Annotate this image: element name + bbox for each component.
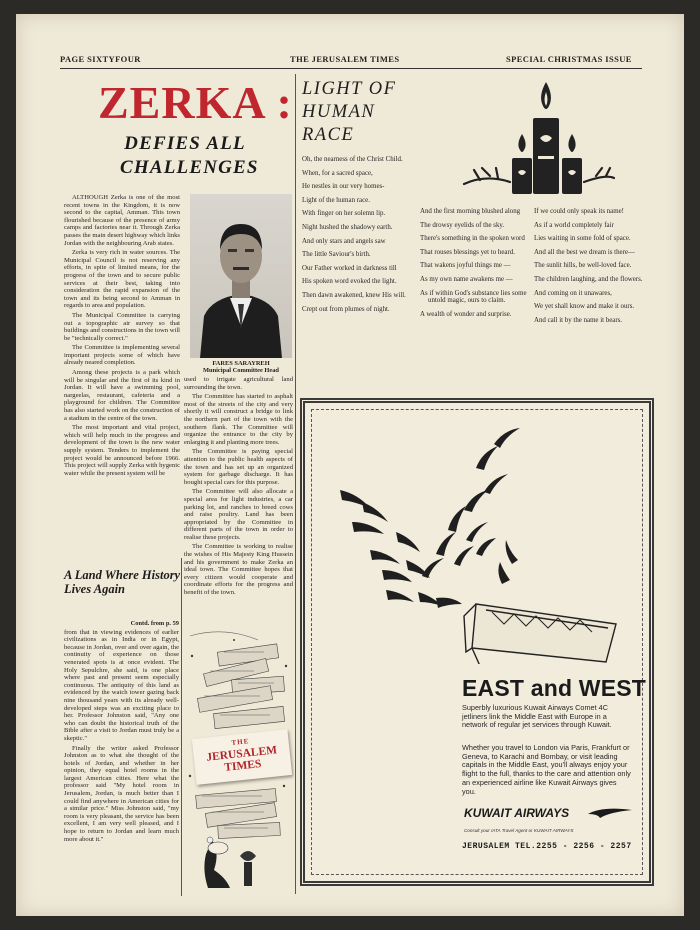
- history-article: Contd. from p. 59 from that in viewing evidences of earlier civilizations as in India or in Egypt, because in Jordan, over and over again, the continuity of experience on those venerated spots is at once evident. The Holy Sepulchre, she said, is one place where past and present seem especially continuous. The antiquity of this land as evidenced by the watch tower gazing back nine thousand years with its already well-developed steps was an exciting place to her. Professor Johnston said, "Any one who can doubt the historical truth of the Bible after a visit to Jordan must truly be a skeptic." Finally the writer asked Professor Johnston as to what she thought of the hotels of Jordan, and whether in her opinion, they equal hotel rooms in the largest American cities. Here what the professor said "My hotel room in Jerusalem, Jordan, is much better than I could find anywhere in American cities for a similar price." Miss Johnston said, "my room is very pleasant, the service has been excellent, I am very well pleased, and I hope to return to Jordan and learn much more about it.": [64, 620, 179, 843]
- poem-column-1: Oh, the nearness of the Christ Child. When, for a sacred space, He nestles in our very homes- Light of the human race. With finger on her solemn lip. Night hushed the shadowy earth. And only stars and angels saw The little Saviour's birth. Our Father worked in darkness till His spoken word evoked the light. Then dawn awakened, knew His will. Crept out from plumes of night.: [302, 156, 406, 313]
- zerka-column-2: used to irrigate agricultural land surrounding the town. The Committee has started to asphalt most of the streets of the city and very shortly it will construct a bridge to link the northern part of the town with the southern flank. The Committee will organize the entrance to the city by enlarging it and planting more trees. The Committee is paying special attention to the public health aspects of the town and has set up an organized system for garbage discharge. It has bought special cars for this purpose. The Committee will also allocate a special area for light industries, a car parking lot, and ranches to breed cows and raise poultry. Land has been appropriated by the Committee in different parts of the town in order to realise these projects. The Committee is working to realise the wishes of His Majesty King Hussein and his government to make Zerka an ideal town. The Committee hopes that every citizen would cooperate and coordinate efforts for the progress and benefit of the town.: [184, 376, 293, 597]
- poem-title: LIGHT OF HUMAN RACE: [302, 79, 397, 145]
- advert-headline: EAST and WEST: [462, 675, 647, 701]
- column-divider: [181, 558, 182, 896]
- jerusalem-times-paper: THE JERUSALEM TIMES: [192, 729, 292, 785]
- page-number: PAGE SIXTYFOUR: [60, 54, 141, 64]
- poem-column-3: If we could only speak its name! As if a world completely fair Lies waiting in some fold of space. And all the best we dream is there— The sunlit hills, be well-loved face. The children laughing, and the flowers. And coming on it unawares, We yet shall know and make it ours. And call it by the name it bears.: [534, 208, 643, 324]
- advert-consult-line: Consult your IATA Travel Agent or KUWAIT AIRWAYS: [464, 828, 574, 833]
- header-rule: [60, 68, 642, 69]
- zerka-column-1: ALTHOUGH Zerka is one of the most recent towns in the Kingdom, it is now second to the capital, Amman. This town flourished because of the presence of army camps and factories near it. Through Zerka passes the main desert highway which links Jordan with the neighbouring Arab states. Zerka is very rich in water sources. The Municipal Council is not reserving any efforts, in spite of limited means, for the progress of the town and to secure public services at their best, taking into consideration the rapid expansion of the town and its being second to Amman in regards to area and population. The Municipal Committee is carrying out a topographic air survey so that buildings and constructions in the town will be "technically correct." The Committee is implementing several important projects some of which have already neared completion. Among these projects is a park which will be singular and the first of its kind in Jordan. It will have a swimming pool, nargeelas, restaurant, cafeteria and a playground for children. The Committee has also started work on the construction of a stadium in the centre of the town. The most important and vital project, which will help much in the progress and development of the town is the new water supply system. Tenders to implement the project would be announced before 1966. This project will supply Zerka with hygenic water while the present system will be: [64, 194, 180, 477]
- history-headline: A Land Where History Lives Again: [64, 568, 181, 596]
- photo-caption: FARES SARAYREH Municipal Committee Head: [203, 360, 279, 375]
- advert-telephone: JERUSALEM TEL.2255 - 2256 - 2257: [462, 842, 632, 851]
- portrait-photo: [190, 194, 292, 358]
- candles-illustration: [446, 78, 616, 194]
- bird-logo-icon: [588, 806, 632, 820]
- airline-logo-text: KUWAIT AIRWAYS: [464, 806, 570, 820]
- column-divider: [295, 74, 296, 894]
- poem-column-2: And the first morning blushed along The drowsy eyelids of the sky. There's something in the spoken word That rouses blessings yet to heard. That wakens joyful things me — As my own name awakens me — As if within God's substance lies some untold magic, ours to claim. A wealth of wonder and surprise.: [420, 208, 527, 318]
- issue-label: SPECIAL CHRISTMAS ISSUE: [506, 54, 632, 64]
- newspaper-page: [16, 14, 684, 916]
- advert-paragraph-1: Superbly luxurious Kuwait Airways Comet 4C jetliners link the Middle East with Europe in a network of regular jet services through Kuwait.: [462, 703, 612, 730]
- continued-note: Contd. from p. 59: [130, 620, 179, 627]
- gift-illustration: [184, 626, 294, 888]
- zerka-headline: ZERKA :: [98, 77, 293, 128]
- zerka-subheadline: DEFIES ALL CHALLENGES: [120, 133, 259, 178]
- flames-and-box-illustration: [316, 414, 636, 664]
- advert-paragraph-2: Whether you travel to London via Paris, Frankfurt or Geneva, to Karachi and Bombay, or visit leading capitals in the Middle East, you'll always enjoy your flight to the full, thanks to the care and attention only an experienced airline like Kuwait Airways gives you.: [462, 743, 631, 796]
- masthead: THE JERUSALEM TIMES: [290, 54, 400, 64]
- portrait-image: [190, 194, 292, 358]
